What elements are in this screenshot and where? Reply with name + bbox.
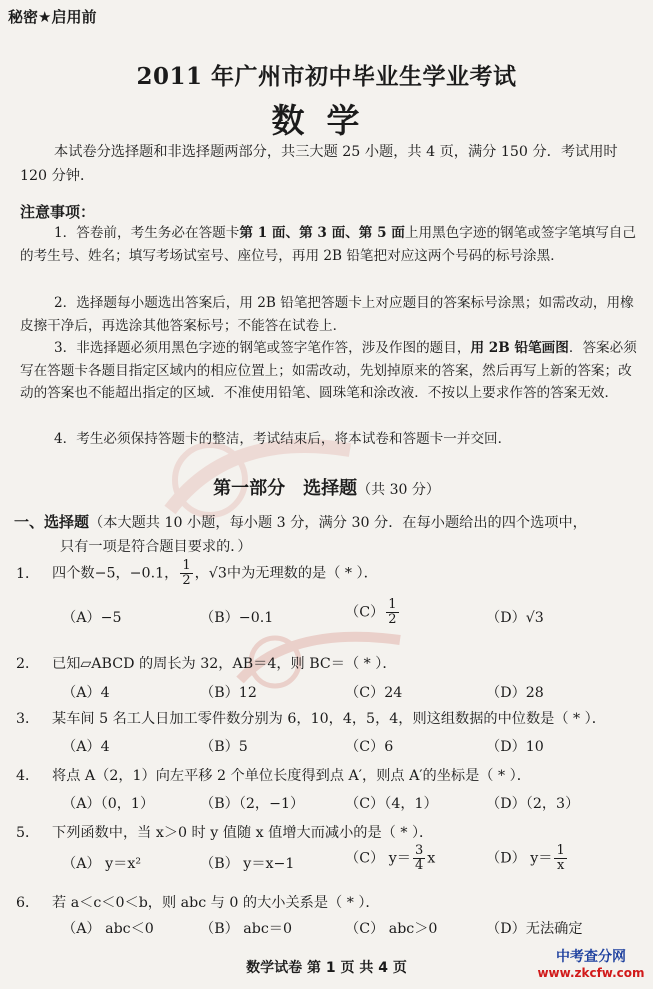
note-1-c: 上用黑色字迹的钢笔或签字笔填写自己的考生号、姓名；填写考场试室号、座位号，再用 2B 铅笔把对应这两个号码的标号涂黑． — [20, 225, 636, 264]
question-3-text: 某车间 5 名工人日加工零件数分别为 6，10，4，5，4，则这组数据的中位数是（ * ）． — [52, 711, 606, 727]
question-6-text: 若 a＜c＜0＜b，则 abc 与 0 的大小关系是（ * ）． — [52, 895, 380, 911]
option-d: （D）（2，3） — [486, 796, 580, 812]
question-number: 4． — [16, 768, 40, 784]
question-2-text: 已知▱ABCD 的周长为 32，AB＝4，则 BC＝（ * ）． — [52, 656, 397, 672]
part-1-title — [0, 474, 653, 500]
note-3-bold: 用 2B 铅笔画图 — [470, 340, 569, 356]
option-a: （A） abc＜0 — [62, 921, 154, 937]
question-1-text-mid: ， — [194, 565, 209, 582]
option-c: （C）（4，1） — [345, 796, 438, 812]
option-c — [345, 844, 435, 873]
question-1 — [16, 559, 646, 588]
fraction-denominator: 2 — [182, 573, 191, 588]
section-1-heading: 一、选择题 — [14, 513, 90, 531]
question-5 — [16, 822, 646, 842]
section-1-desc-2: 只有一项是符合题目要求的．） — [60, 539, 252, 555]
option-b: （B）12 — [200, 685, 257, 701]
option-d: （D）√3 — [486, 610, 544, 626]
question-3 — [16, 708, 646, 728]
fraction — [554, 844, 566, 873]
fraction-numerator: 1 — [556, 843, 565, 858]
section-1-header — [14, 510, 644, 559]
option-a: （A）（0，1） — [62, 796, 155, 812]
fraction-numerator: 1 — [182, 558, 191, 573]
note-3-c: ．答案必须写在答题卡各题目指定区域内的相应位置上；如需改动，先划掉原来的答案，然后再写上新的答案；改动的答案也不能超出指定的区域．不准使用铅笔、圆珠笔和涂改液．不按以上要求作答的答案无效． — [20, 340, 637, 401]
option-a: （A）4 — [62, 685, 110, 701]
option-a: （A） y＝x² — [62, 856, 142, 872]
page-footer: 数学试卷 第 1 页 共 4 页 — [246, 960, 407, 976]
question-4 — [16, 765, 646, 785]
option-b: （B）−0.1 — [200, 610, 274, 626]
note-3 — [20, 337, 640, 405]
part-1-points: （共 30 分） — [357, 482, 440, 498]
subject-title: 数学 — [271, 101, 382, 140]
fraction — [180, 559, 192, 588]
option-c: （C） abc＞0 — [345, 921, 438, 937]
sqrt-expression: √3 — [208, 565, 227, 582]
option-b: （B） abc＝0 — [200, 921, 293, 937]
option-d — [486, 844, 569, 873]
fraction — [386, 598, 398, 627]
question-1-text-post: 中为无理数的是（ * ）． — [226, 565, 378, 582]
site-logo-name: 中考查分网 — [556, 949, 626, 965]
option-b: （B）5 — [200, 739, 248, 755]
option-b: （B） y＝x−1 — [200, 856, 295, 872]
site-logo-url: www.zkcfw.com — [537, 966, 645, 980]
question-number: 1． — [16, 565, 40, 582]
fraction-numerator: 3 — [414, 843, 424, 858]
option-c: （C）24 — [345, 685, 403, 701]
note-4: 4．考生必须保持答题卡的整洁，考试结束后，将本试卷和答题卡一并交回． — [54, 431, 512, 447]
note-2: 2．选择题每小题选出答案后，用 2B 铅笔把答题卡上对应题目的答案标号涂黑；如需改动，用橡皮擦干净后，再选涂其他答案标号；不能答在试卷上． — [20, 295, 634, 334]
note-1 — [20, 222, 640, 267]
option-c-label: （C） — [345, 604, 385, 621]
note-1-a: 1．答卷前，考生务必在答题卡 — [54, 225, 240, 241]
exam-title: 2011 年广州市初中毕业生学业考试 — [136, 63, 517, 90]
option-d: （D）10 — [486, 739, 544, 755]
option-c — [345, 598, 401, 627]
question-2 — [16, 653, 646, 673]
option-d: （D）无法确定 — [486, 921, 583, 937]
fraction-denominator: x — [556, 858, 565, 873]
option-b: （B）（2，−1） — [200, 796, 305, 812]
fraction-numerator: 1 — [388, 597, 397, 612]
notes-heading: 注意事项： — [20, 203, 96, 221]
question-number: 5． — [16, 825, 40, 841]
option-a: （A）4 — [62, 739, 110, 755]
question-number: 3． — [16, 711, 40, 727]
confidential-label: 秘密★启用前 — [8, 8, 97, 26]
question-number: 2． — [16, 656, 40, 672]
fraction-denominator: 2 — [388, 612, 397, 627]
note-3-a: 3．非选择题必须用黑色字迹的钢笔或签字笔作答，涉及作图的题目， — [54, 340, 471, 356]
question-1-text-pre: 四个数−5，−0.1， — [52, 565, 179, 582]
question-6 — [16, 892, 646, 912]
fraction — [413, 844, 425, 873]
part-1-title-text: 第一部分 选择题 — [213, 478, 358, 499]
site-logo — [534, 949, 648, 985]
option-d-label: （D） y＝ — [486, 850, 553, 867]
section-1-desc-1: （本大题共 10 小题，每小题 3 分，满分 30 分．在每小题给出的四个选项中， — [89, 515, 587, 531]
note-1-bold: 第 1 面、第 3 面、第 5 面 — [239, 225, 405, 241]
question-number: 6． — [16, 895, 40, 911]
question-4-text: 将点 A（2，1）向左平移 2 个单位长度得到点 A′，则点 A′的坐标是（ * ）． — [52, 768, 531, 784]
option-d: （D）28 — [486, 685, 544, 701]
option-c: （C）6 — [345, 739, 394, 755]
fraction-denominator: 4 — [414, 858, 424, 873]
question-5-text: 下列函数中，当 x＞0 时 y 值随 x 值增大而减小的是（ * ）． — [52, 825, 434, 841]
option-a: （A）−5 — [62, 610, 122, 626]
intro-paragraph: 本试卷分选择题和非选择题两部分，共三大题 25 小题，共 4 页，满分 150 分．考试用时 120 分钟． — [20, 144, 618, 184]
option-c-variable: x — [427, 850, 436, 867]
option-c-label: （C） y＝ — [345, 850, 411, 867]
